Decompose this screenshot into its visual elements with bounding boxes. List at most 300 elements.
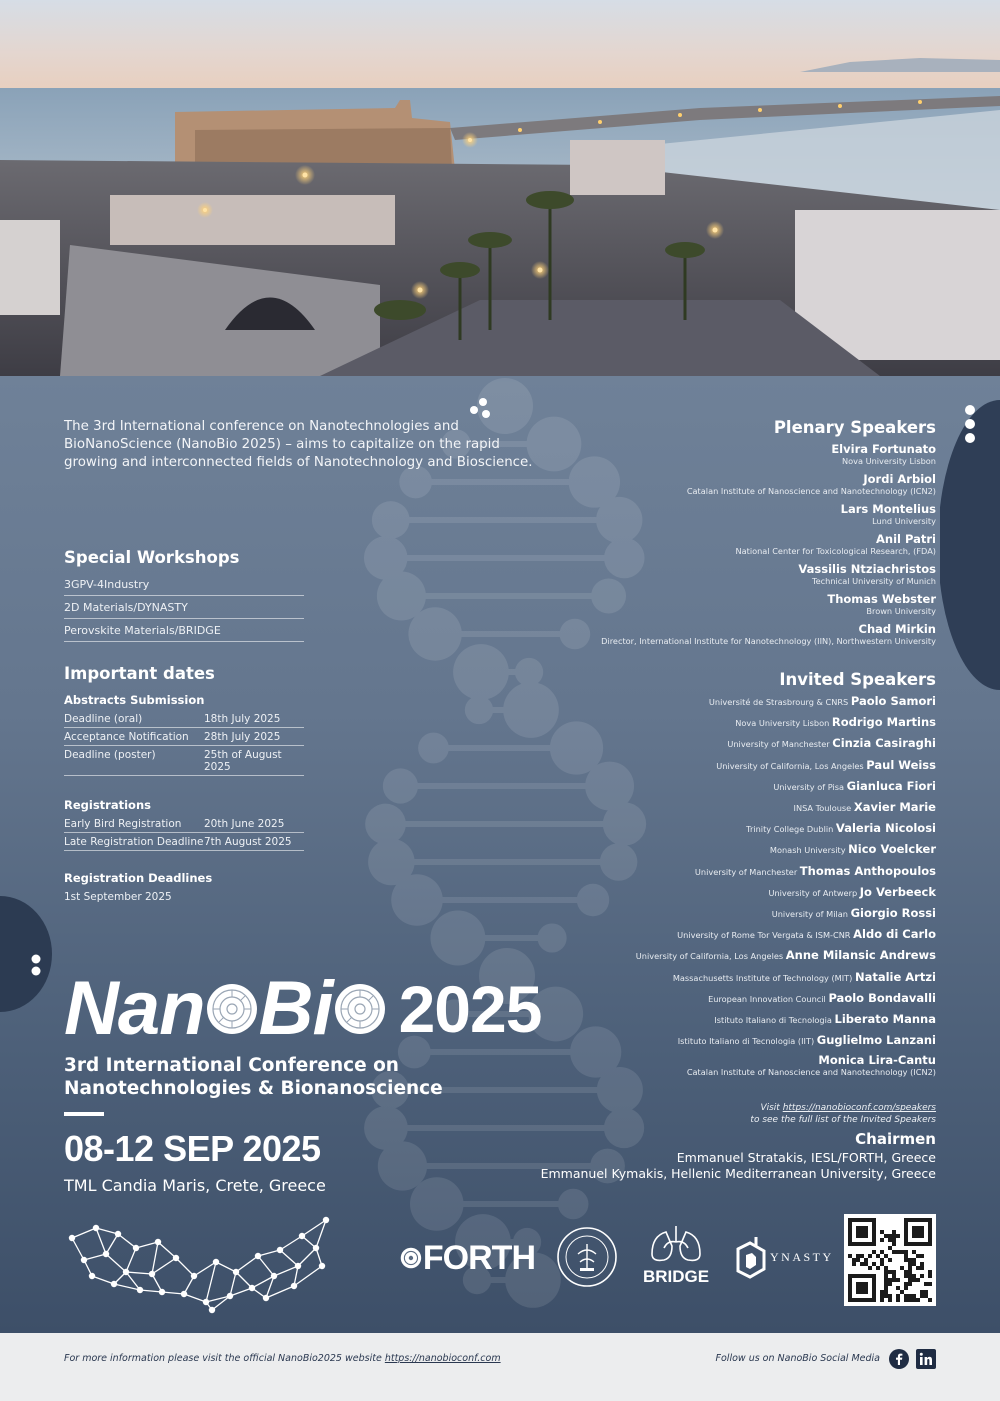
qr-module — [872, 1238, 876, 1242]
network-edge — [92, 1276, 114, 1284]
qr-module — [888, 1246, 892, 1250]
speaker-name: Xavier Marie — [853, 800, 936, 815]
qr-module — [872, 1298, 876, 1302]
qr-module — [852, 1298, 856, 1302]
network-edge — [162, 1292, 184, 1294]
network-edge — [184, 1294, 206, 1302]
qr-module — [908, 1294, 912, 1298]
network-edge — [136, 1242, 158, 1248]
network-node — [133, 1245, 139, 1251]
date-value: 25th of August 2025 — [204, 749, 282, 773]
qr-module — [912, 1250, 916, 1254]
qr-module — [848, 1286, 852, 1290]
qr-module — [924, 1282, 928, 1286]
qr-module — [920, 1218, 924, 1222]
qr-module — [908, 1298, 912, 1302]
qr-module — [908, 1218, 912, 1222]
network-edge — [176, 1258, 194, 1276]
invited-speaker — [476, 1053, 936, 1078]
network-node — [213, 1259, 219, 1265]
qr-module — [908, 1242, 912, 1246]
qr-module — [860, 1230, 864, 1234]
network-node — [295, 1263, 301, 1269]
qr-module — [904, 1270, 908, 1274]
network-node — [123, 1269, 129, 1275]
qr-module — [884, 1294, 888, 1298]
crete-network-graphic — [66, 1214, 336, 1314]
bridge-logo[interactable] — [640, 1224, 712, 1286]
qr-module — [896, 1278, 900, 1282]
speaker-affiliation: Lund University — [872, 516, 936, 526]
qr-module — [872, 1286, 876, 1290]
qr-module — [916, 1234, 920, 1238]
speaker-name: Paul Weiss — [866, 757, 936, 772]
network-node — [313, 1245, 319, 1251]
qr-module — [856, 1234, 860, 1238]
qr-module — [892, 1250, 896, 1254]
qr-module — [884, 1282, 888, 1286]
qr-module — [872, 1278, 876, 1282]
qr-module — [860, 1290, 864, 1294]
abstracts-title: Abstracts Submission — [64, 693, 205, 707]
qr-module — [912, 1274, 916, 1278]
qr-module — [912, 1278, 916, 1282]
qr-module — [924, 1290, 928, 1294]
chairmen-title: Chairmen — [855, 1130, 936, 1148]
qr-module — [888, 1270, 892, 1274]
speaker-name: Nico Voelcker — [848, 842, 936, 857]
workshop-item: 3GPV-4Industry — [64, 574, 304, 596]
network-edge — [316, 1220, 326, 1248]
qr-module — [896, 1234, 900, 1238]
qr-module — [864, 1230, 868, 1234]
qr-module — [908, 1266, 912, 1270]
workshop-item: 2D Materials/DYNASTY — [64, 597, 304, 619]
qr-module — [884, 1286, 888, 1290]
speaker-name: Anne Milansic Andrews — [785, 948, 936, 963]
network-node — [173, 1255, 179, 1261]
invited-speaker — [476, 1030, 936, 1051]
speaker-name: Liberato Manna — [834, 1012, 936, 1027]
qr-module — [856, 1298, 860, 1302]
qr-module — [900, 1290, 904, 1294]
network-edge — [274, 1266, 298, 1276]
qr-module — [920, 1294, 924, 1298]
network-node — [323, 1217, 329, 1223]
speaker-name: Chad Mirkin — [858, 622, 936, 636]
speakers-link[interactable]: https://nanobioconf.com/speakers — [782, 1103, 936, 1114]
qr-module — [860, 1234, 864, 1238]
network-edge — [258, 1250, 280, 1256]
qr-module — [908, 1274, 912, 1278]
qr-code[interactable] — [844, 1214, 936, 1306]
network-edge — [84, 1254, 106, 1260]
qr-module — [884, 1266, 888, 1270]
chairman: Emmanuel Kymakis, Hellenic Mediterranean University, Greece — [540, 1166, 936, 1181]
footer-info-text: For more information please visit the official NanoBio2025 website — [64, 1353, 382, 1364]
forth-logo-text: FORTH — [422, 1238, 535, 1277]
qr-module — [908, 1278, 912, 1282]
invited-speaker — [476, 839, 936, 860]
invited-speaker — [476, 903, 936, 924]
qr-module — [900, 1266, 904, 1270]
qr-module — [864, 1262, 868, 1266]
visit-suffix: to see the full list of the Invited Speakers — [750, 1115, 936, 1126]
invited-speaker — [476, 882, 936, 903]
date-label: Deadline (poster) — [64, 749, 156, 761]
qr-module — [928, 1274, 932, 1278]
dna-node — [372, 501, 410, 539]
network-edge — [96, 1228, 106, 1254]
qr-module — [920, 1226, 924, 1230]
qr-module — [916, 1226, 920, 1230]
qr-module — [872, 1230, 876, 1234]
qr-module — [904, 1222, 908, 1226]
network-edge — [106, 1234, 118, 1254]
qr-module — [892, 1274, 896, 1278]
network-edge — [230, 1288, 252, 1296]
speaker-name: Natalie Artzi — [854, 969, 936, 984]
speaker-name: Paolo Samori — [850, 694, 936, 708]
qr-module — [864, 1226, 868, 1230]
qr-module — [848, 1290, 852, 1294]
logo-year: 2025 — [398, 972, 542, 1046]
network-edge — [236, 1272, 252, 1288]
speaker-affiliation: Technical University of Munich — [811, 576, 936, 586]
network-node — [299, 1233, 305, 1239]
speaker-affiliation: National Center for Toxicological Research, (FDA) — [735, 546, 936, 556]
speaker-name: Thomas Anthopoulos — [799, 863, 936, 878]
qr-module — [892, 1234, 896, 1238]
network-edge — [126, 1272, 152, 1274]
qr-module — [904, 1234, 908, 1238]
qr-module — [860, 1218, 864, 1222]
network-edge — [298, 1248, 316, 1266]
speaker-affiliation: European Innovation Council — [708, 993, 826, 1004]
qr-module — [848, 1234, 852, 1238]
speaker-name: Giorgio Rossi — [850, 906, 936, 921]
qr-module — [868, 1266, 872, 1270]
speaker-affiliation: Istituto Italiano di Tecnologia — [714, 1015, 832, 1026]
qr-module — [856, 1218, 860, 1222]
qr-module — [856, 1230, 860, 1234]
qr-module — [884, 1270, 888, 1274]
qr-module — [912, 1262, 916, 1266]
speaker-name: Guglielmo Lanzani — [816, 1033, 936, 1048]
network-node — [81, 1257, 87, 1263]
qr-module — [856, 1282, 860, 1286]
qr-module — [920, 1230, 924, 1234]
network-node — [263, 1295, 269, 1301]
qr-module — [848, 1222, 852, 1226]
qr-module — [920, 1274, 924, 1278]
qr-module — [848, 1238, 852, 1242]
network-edge — [152, 1258, 176, 1274]
dna-node — [391, 874, 443, 926]
qr-module — [884, 1234, 888, 1238]
speaker-affiliation: University of Pisa — [773, 781, 845, 792]
qr-module — [896, 1250, 900, 1254]
qr-module — [904, 1282, 908, 1286]
speaker-affiliation: University of Antwerp — [768, 887, 858, 898]
qr-module — [856, 1274, 860, 1278]
qr-module — [856, 1254, 860, 1258]
qr-module — [912, 1294, 916, 1298]
logo-text-nano: Nan — [64, 966, 205, 1051]
qr-module — [864, 1274, 868, 1278]
bridge-logo-text: BRIDGE — [642, 1267, 710, 1286]
conference-subtitle-2: Nanotechnologies & Bionanoscience — [64, 1078, 443, 1099]
speaker-name: Lars Montelius — [840, 502, 936, 516]
conference-subtitle-1: 3rd International Conference on — [64, 1055, 399, 1076]
qr-module — [920, 1242, 924, 1246]
qr-module — [872, 1282, 876, 1286]
network-edge — [152, 1242, 158, 1274]
forth-logo[interactable] — [400, 1232, 535, 1284]
speaker-name: Cinzia Casiraghi — [832, 736, 936, 751]
qr-module — [912, 1218, 916, 1222]
important-dates-title: Important dates — [64, 664, 215, 683]
qr-module — [920, 1234, 924, 1238]
date-label: Late Registration Deadline — [64, 836, 204, 848]
date-value: 7th August 2025 — [204, 836, 292, 848]
chairman: Emmanuel Stratakis, IESL/FORTH, Greece — [676, 1150, 936, 1165]
invited-speaker — [476, 967, 936, 988]
qr-module — [916, 1218, 920, 1222]
qr-module — [888, 1294, 892, 1298]
network-node — [227, 1293, 233, 1299]
qr-module — [892, 1230, 896, 1234]
plenary-speaker — [516, 622, 936, 647]
qr-module — [912, 1258, 916, 1262]
qr-module — [920, 1254, 924, 1258]
important-dates — [64, 664, 304, 903]
network-edge — [72, 1228, 96, 1238]
speaker-affiliation: Nova University Lisbon — [841, 456, 936, 466]
qr-code-graphic — [848, 1218, 932, 1302]
registrations-title: Registrations — [64, 798, 151, 812]
facebook-icon[interactable] — [889, 1349, 909, 1369]
special-workshops — [64, 548, 304, 642]
qr-module — [892, 1242, 896, 1246]
qr-module — [928, 1218, 932, 1222]
qr-module — [868, 1254, 872, 1258]
network-node — [115, 1231, 121, 1237]
qr-module — [912, 1242, 916, 1246]
date-row — [64, 728, 304, 746]
qr-module — [856, 1258, 860, 1262]
invited-speaker — [476, 818, 936, 839]
qr-module — [904, 1274, 908, 1278]
qr-module — [864, 1258, 868, 1262]
invited-speaker — [476, 691, 936, 712]
qr-module — [880, 1298, 884, 1302]
network-node — [111, 1281, 117, 1287]
network-edge — [302, 1220, 326, 1236]
website-link[interactable]: https://nanobioconf.com — [384, 1353, 501, 1364]
qr-module — [892, 1238, 896, 1242]
qr-module — [860, 1274, 864, 1278]
qr-module — [848, 1226, 852, 1230]
date-label: Deadline (oral) — [64, 713, 143, 725]
qr-module — [860, 1298, 864, 1302]
plenary-title: Plenary Speakers — [773, 418, 936, 437]
invited-speaker — [476, 776, 936, 797]
speakers-link-note — [476, 1102, 936, 1126]
network-node — [291, 1283, 297, 1289]
date-row — [64, 833, 304, 851]
hmu-university-seal-icon[interactable] — [556, 1226, 618, 1288]
qr-module — [928, 1234, 932, 1238]
qr-module — [888, 1238, 892, 1242]
qr-module — [872, 1242, 876, 1246]
workshops-title: Special Workshops — [64, 548, 240, 567]
qr-module — [860, 1242, 864, 1246]
dna-node — [365, 804, 406, 845]
qr-module — [884, 1274, 888, 1278]
date-row — [64, 746, 304, 776]
main-panel — [0, 376, 1000, 1333]
speaker-name: Valeria Nicolosi — [835, 821, 936, 836]
network-edge — [236, 1256, 258, 1272]
dynasty-d-icon — [734, 1235, 768, 1279]
qr-module — [908, 1262, 912, 1266]
speaker-affiliation: Nova University Lisbon — [735, 718, 830, 729]
logo-text-bio: Bi — [258, 966, 333, 1051]
plenary-speaker — [516, 532, 936, 557]
speaker-affiliation: Brown University — [866, 606, 936, 616]
speaker-name: Vassilis Ntziachristos — [798, 562, 936, 576]
qr-module — [892, 1278, 896, 1282]
qr-module — [920, 1262, 924, 1266]
network-edge — [72, 1238, 84, 1260]
qr-module — [872, 1234, 876, 1238]
visit-prefix: Visit — [760, 1103, 780, 1114]
qr-module — [884, 1254, 888, 1258]
qr-module — [928, 1230, 932, 1234]
invited-speaker — [476, 712, 936, 733]
qr-module — [848, 1274, 852, 1278]
qr-module — [888, 1298, 892, 1302]
speaker-name: Paolo Bondavalli — [828, 990, 936, 1005]
plenary-speaker — [516, 472, 936, 497]
qr-module — [848, 1282, 852, 1286]
qr-module — [848, 1294, 852, 1298]
network-node — [277, 1247, 283, 1253]
network-edge — [258, 1256, 274, 1276]
network-edge — [280, 1250, 298, 1266]
qr-module — [860, 1286, 864, 1290]
dynasty-logo[interactable] — [734, 1234, 834, 1280]
qr-module — [872, 1274, 876, 1278]
qr-module — [880, 1294, 884, 1298]
qr-module — [888, 1258, 892, 1262]
date-label: Early Bird Registration — [64, 818, 182, 830]
plenary-speaker — [516, 592, 936, 617]
qr-module — [848, 1230, 852, 1234]
qr-module — [928, 1282, 932, 1286]
qr-module — [864, 1290, 868, 1294]
plenary-speakers — [516, 418, 936, 647]
network-edge — [126, 1248, 136, 1272]
qr-module — [904, 1226, 908, 1230]
qr-module — [928, 1270, 932, 1274]
dynasty-logo-text: YNASTY — [770, 1249, 834, 1264]
qr-module — [848, 1218, 852, 1222]
qr-module — [904, 1238, 908, 1242]
qr-module — [872, 1222, 876, 1226]
decor-right-halfcircle — [940, 400, 1000, 700]
qr-module — [912, 1230, 916, 1234]
qr-module — [916, 1254, 920, 1258]
qr-module — [912, 1226, 916, 1230]
network-node — [181, 1291, 187, 1297]
chairmen — [516, 1130, 936, 1182]
speaker-name: Jo Verbeeck — [859, 884, 936, 899]
intro-text: The 3rd International conference on Nanotechnologies and BioNanoScience (NanoBio 2025) – aims to capitalize on the rapid growing and interconnected fields of Nanotechnology and Bioscience. — [64, 419, 533, 470]
phaistos-disc-icon — [206, 983, 258, 1035]
date-value: 18th July 2025 — [204, 713, 281, 725]
invited-speakers — [476, 670, 936, 1126]
qr-module — [856, 1242, 860, 1246]
invited-speaker — [476, 733, 936, 754]
network-node — [233, 1269, 239, 1275]
network-node — [255, 1253, 261, 1259]
qr-module — [928, 1242, 932, 1246]
qr-module — [884, 1278, 888, 1282]
qr-module — [864, 1218, 868, 1222]
speaker-affiliation: Catalan Institute of Nanoscience and Nanotechnology (ICN2) — [686, 1067, 936, 1078]
qr-module — [876, 1254, 880, 1258]
qr-module — [872, 1226, 876, 1230]
qr-module — [872, 1294, 876, 1298]
network-edge — [106, 1254, 126, 1272]
network-edge — [280, 1236, 302, 1250]
network-edge — [96, 1228, 118, 1234]
qr-module — [856, 1286, 860, 1290]
conference-venue: TML Candia Maris, Crete, Greece — [64, 1176, 326, 1195]
qr-module — [852, 1242, 856, 1246]
invited-title: Invited Speakers — [779, 670, 936, 689]
plenary-speaker — [516, 562, 936, 587]
qr-module — [904, 1250, 908, 1254]
linkedin-icon[interactable] — [916, 1349, 936, 1369]
qr-module — [908, 1270, 912, 1274]
qr-module — [908, 1282, 912, 1286]
qr-module — [860, 1226, 864, 1230]
speaker-affiliation: Istituto Italiano di Tecnologia (IIT) — [677, 1036, 815, 1047]
qr-module — [872, 1290, 876, 1294]
speaker-affiliation: University of California, Los Angeles — [716, 760, 864, 771]
speaker-affiliation: Director, International Institute for Nanotechnology (IIN), Northwestern University — [601, 636, 936, 646]
footer-info — [64, 1353, 501, 1364]
network-edge — [216, 1262, 236, 1272]
hero-photo — [0, 0, 1000, 376]
qr-module — [904, 1230, 908, 1234]
network-node — [319, 1263, 325, 1269]
qr-module — [852, 1218, 856, 1222]
qr-module — [888, 1278, 892, 1282]
qr-module — [920, 1266, 924, 1270]
qr-module — [904, 1298, 908, 1302]
qr-module — [904, 1218, 908, 1222]
qr-module — [928, 1298, 932, 1302]
network-node — [149, 1271, 155, 1277]
dna-node — [418, 733, 449, 764]
qr-module — [872, 1262, 876, 1266]
qr-module — [868, 1218, 872, 1222]
network-node — [69, 1235, 75, 1241]
